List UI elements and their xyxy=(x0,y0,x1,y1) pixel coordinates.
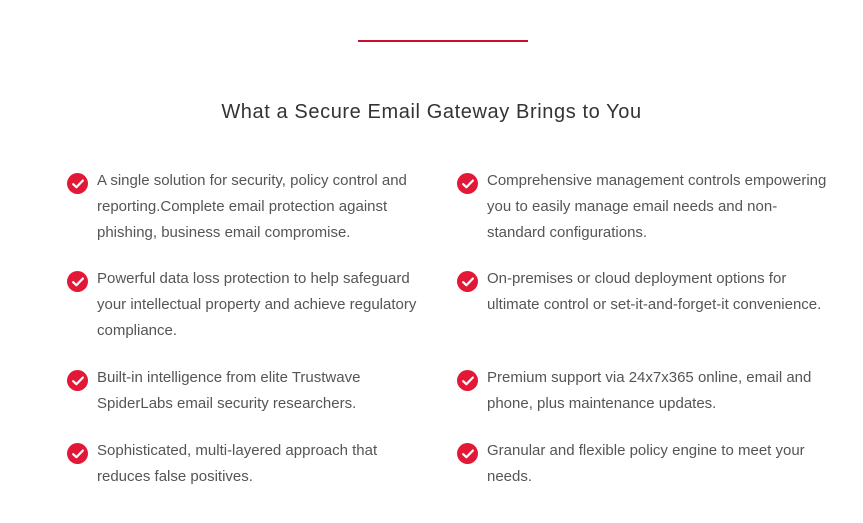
feature-item xyxy=(67,442,427,490)
feature-item xyxy=(457,172,827,246)
feature-text: Granular and flexible policy engine to meet your needs. xyxy=(487,442,805,485)
check-circle-icon xyxy=(457,271,478,292)
check-circle-icon xyxy=(67,173,88,194)
feature-text: Comprehensive management controls empowering you to easily manage email needs and non-standard configurations. xyxy=(487,172,827,241)
section-title: What a Secure Email Gateway Brings to You xyxy=(221,101,642,123)
feature-item xyxy=(457,369,827,417)
accent-divider xyxy=(358,40,528,42)
feature-item xyxy=(457,442,827,490)
feature-text: Built-in intelligence from elite Trustwave SpiderLabs email security researchers. xyxy=(97,369,361,412)
check-circle-icon xyxy=(67,271,88,292)
check-circle-icon xyxy=(67,443,88,464)
check-circle-icon xyxy=(457,173,478,194)
feature-item xyxy=(67,172,427,246)
feature-item xyxy=(67,369,427,417)
feature-text: A single solution for security, policy control and reporting.Complete email protection against phishing, business email compromise. xyxy=(97,172,407,241)
check-circle-icon xyxy=(457,370,478,391)
feature-item xyxy=(457,270,827,318)
check-circle-icon xyxy=(457,443,478,464)
feature-text: Premium support via 24x7x365 online, email and phone, plus maintenance updates. xyxy=(487,369,812,412)
feature-text: Powerful data loss protection to help safeguard your intellectual property and achieve regulatory compliance. xyxy=(97,270,417,339)
feature-text: Sophisticated, multi-layered approach that reduces false positives. xyxy=(97,442,378,485)
check-circle-icon xyxy=(67,370,88,391)
feature-item xyxy=(67,270,427,344)
feature-text: On-premises or cloud deployment options for ultimate control or set-it-and-forget-it convenience. xyxy=(487,270,822,313)
